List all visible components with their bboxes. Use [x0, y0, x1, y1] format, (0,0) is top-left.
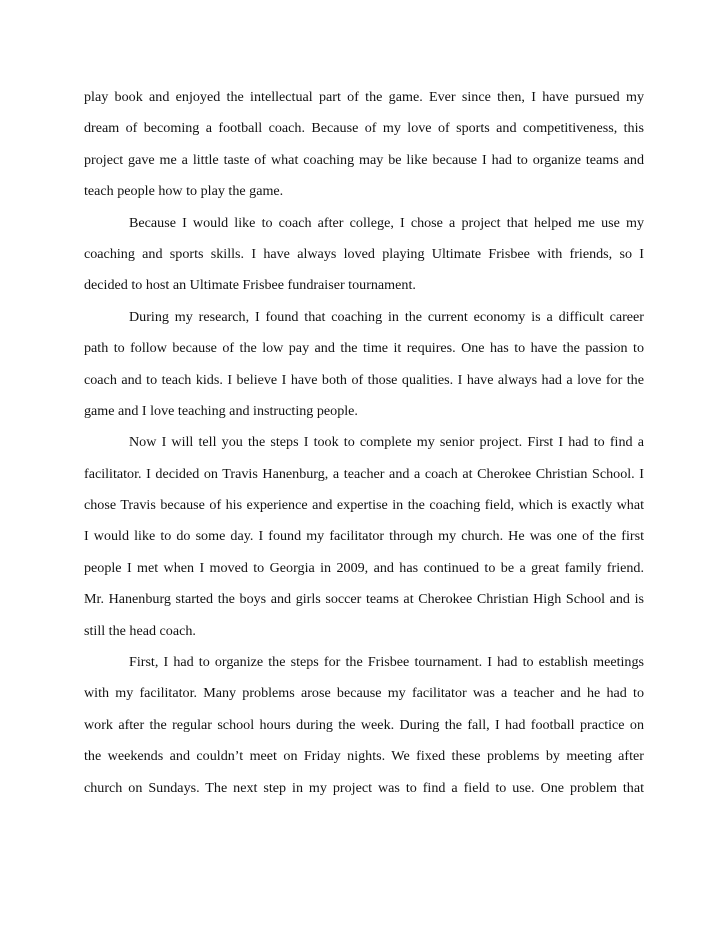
text-line: Because I would like to coach after college, I chose a project that helped me use my — [129, 214, 644, 231]
body-text — [84, 82, 644, 804]
text-line: game and I love teaching and instructing people. — [84, 402, 358, 419]
text-line: people I met when I moved to Georgia in 2009, and has continued to be a great family friend. — [84, 559, 644, 576]
text-line: coaching and sports skills. I have always loved playing Ultimate Frisbee with friends, so I — [84, 245, 644, 262]
text-line: facilitator. I decided on Travis Hanenburg, a teacher and a coach at Cherokee Christian School. I — [84, 465, 644, 482]
text-line: teach people how to play the game. — [84, 183, 284, 200]
text-line: path to follow because of the low pay and the time it requires. One has to have the passion to — [84, 340, 644, 357]
text-line: Now I will tell you the steps I took to complete my senior project. First I had to find a — [129, 434, 644, 451]
text-line: still the head coach. — [84, 622, 196, 639]
text-line: the weekends and couldn’t meet on Friday nights. We fixed these problems by meeting after — [84, 748, 644, 765]
text-line: church on Sundays. The next step in my project was to find a field to use. One problem that — [84, 779, 644, 796]
text-line: I would like to do some day. I found my facilitator through my church. He was one of the first — [84, 528, 644, 545]
text-line: work after the regular school hours during the week. During the fall, I had football practice on — [84, 716, 644, 733]
text-line: First, I had to organize the steps for the Frisbee tournament. I had to establish meetings — [129, 654, 644, 671]
text-line: Mr. Hanenburg started the boys and girls soccer teams at Cherokee Christian High School and is — [84, 591, 644, 608]
text-line: play book and enjoyed the intellectual part of the game. Ever since then, I have pursued my — [84, 89, 644, 105]
text-line: decided to host an Ultimate Frisbee fundraiser tournament. — [84, 277, 416, 294]
text-line: with my facilitator. Many problems arose because my facilitator was a teacher and he had to — [84, 685, 644, 702]
text-line: project gave me a little taste of what coaching may be like because I had to organize teams and — [84, 151, 644, 168]
text-line: chose Travis because of his experience and expertise in the coaching field, which is exactly what — [84, 497, 644, 514]
text-line: dream of becoming a football coach. Because of my love of sports and competitiveness, this — [84, 120, 644, 137]
text-line: coach and to teach kids. I believe I have both of those qualities. I have always had a love for the — [84, 371, 644, 388]
text-line: During my research, I found that coaching in the current economy is a difficult career — [129, 308, 644, 325]
